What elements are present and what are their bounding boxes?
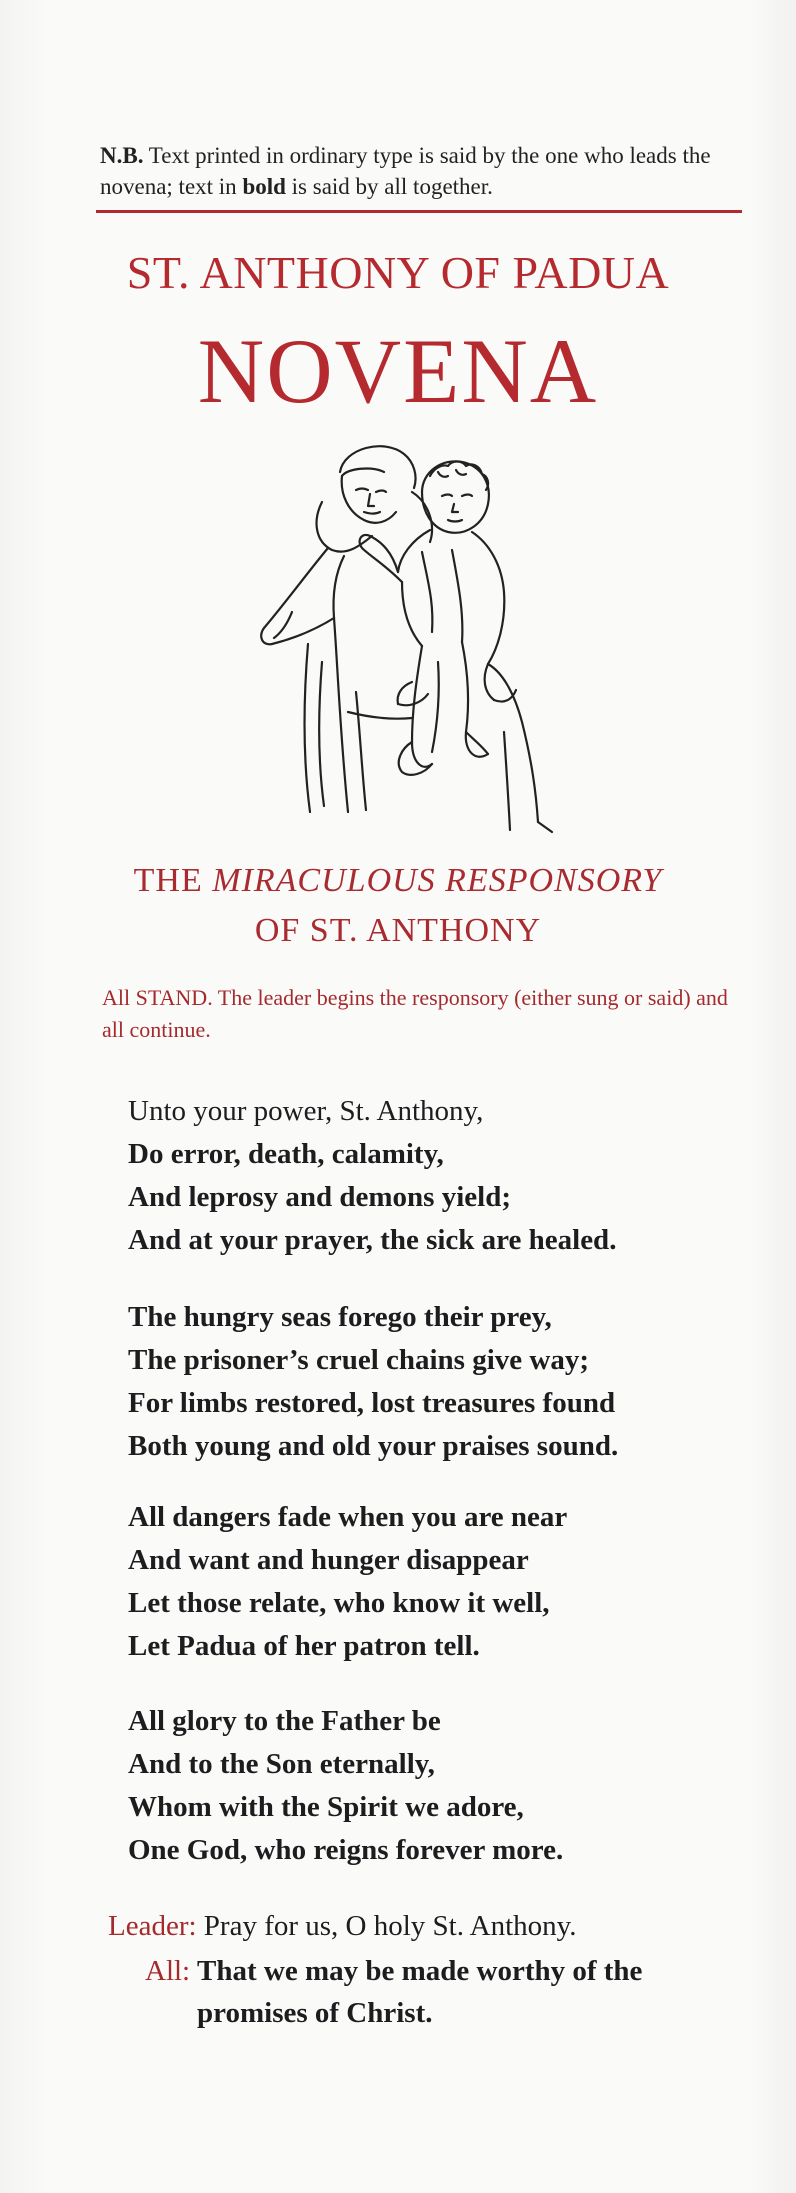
stanza-line: For limbs restored, lost treasures found <box>128 1387 616 1419</box>
instruction-note <box>100 140 740 202</box>
stanza-line: Do error, death, calamity, <box>128 1138 444 1170</box>
stanza-line: Both young and old your praises sound. <box>128 1430 619 1462</box>
stanza-line: And leprosy and demons yield; <box>128 1181 511 1213</box>
all-label: All: <box>145 1955 191 1987</box>
stanza-line: And at your prayer, the sick are healed. <box>128 1224 617 1256</box>
page-title-novena: NOVENA <box>197 320 599 422</box>
stanza-1 <box>128 1090 748 1262</box>
note-bold-word: bold <box>242 174 286 199</box>
response-line: promises of Christ. <box>197 1997 433 2029</box>
page-title-saint: ST. ANTHONY OF PADUA <box>126 247 670 298</box>
stanza-line: Let those relate, who know it well, <box>128 1587 550 1619</box>
leader-label: Leader: <box>108 1910 197 1942</box>
all-response <box>145 1950 745 2029</box>
stanza-line: And want and hunger disappear <box>128 1544 529 1576</box>
divider-rule <box>96 210 742 213</box>
responsory-heading-italic: MIRACULOUS RESPONSORY <box>212 862 663 899</box>
stanza-line: Let Padua of her patron tell. <box>128 1630 480 1662</box>
responsory-heading-line2: OF ST. ANTHONY <box>254 912 542 949</box>
all-response-text <box>197 1950 757 2034</box>
st-anthony-holding-child-jesus-icon <box>252 432 572 842</box>
stanza-line: Unto your power, St. Anthony, <box>128 1095 484 1127</box>
nb-label: N.B. <box>100 143 144 168</box>
stanza-line: All glory to the Father be <box>128 1705 441 1737</box>
responsory-heading <box>0 862 796 900</box>
stanza-line: Whom with the Spirit we adore, <box>128 1791 524 1823</box>
stanza-line: The prisoner’s cruel chains give way; <box>128 1344 589 1376</box>
responsory-heading-prefix: THE <box>133 862 213 899</box>
rubric-instruction: All STAND. The leader begins the responsory (either sung or said) and all continue. <box>102 985 728 1042</box>
leader-text: Pray for us, O holy St. Anthony. <box>196 1910 577 1942</box>
stanza-line: The hungry seas forego their prey, <box>128 1301 552 1333</box>
stanza-line: All dangers fade when you are near <box>128 1501 568 1533</box>
stanza-4 <box>128 1700 748 1872</box>
stanza-line: And to the Son eternally, <box>128 1748 435 1780</box>
stanza-2 <box>128 1296 748 1468</box>
note-text-part1: Text printed in ordinary type is said by the one who leads the novena; text in <box>100 143 711 199</box>
stanza-line: One God, who reigns forever more. <box>128 1834 564 1866</box>
leader-versicle <box>108 1906 577 1946</box>
note-text-part2: is said by all together. <box>285 174 493 199</box>
response-line: That we may be made worthy of the <box>197 1955 643 1987</box>
stanza-3 <box>128 1496 748 1668</box>
